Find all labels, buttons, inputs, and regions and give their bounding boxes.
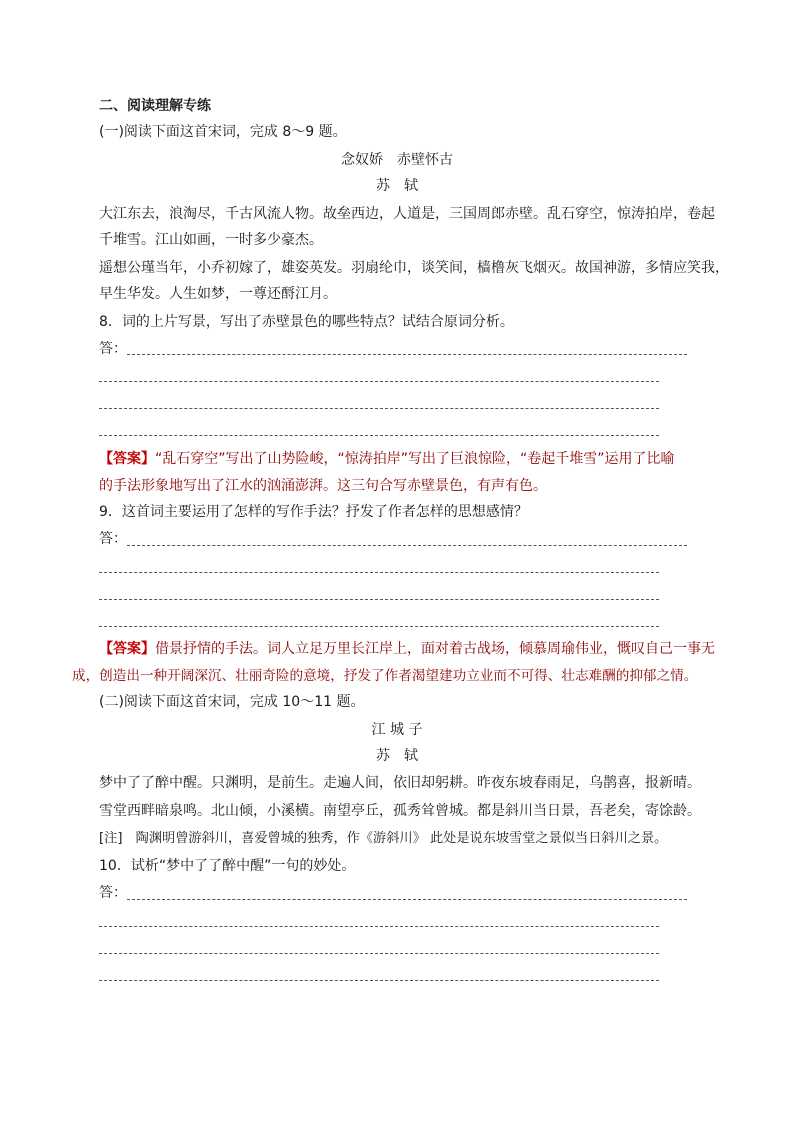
answer-line-9-4[interactable] — [99, 626, 659, 627]
answer-line-10-1[interactable] — [127, 899, 687, 900]
answer-9-text-1: 借景抒情的手法。词人立足万里长江岸上，面对着古战场，倾慕周瑜伟业，慨叹自己一事无 — [155, 641, 715, 657]
poem2-line-2: 雪堂西畔暗泉鸣。北山倾，小溪横。南望亭丘，孤秀耸曾城。都是斜川当日景，吾老矣，寄馀龄。 — [99, 803, 701, 819]
answer-line-8-4[interactable] — [99, 435, 659, 436]
poem2-note: [注] 陶渊明曾游斜川，喜爱曾城的独秀，作《游斜川》 此处是说东坡雪堂之景似当日斜川之景。 — [99, 831, 668, 846]
part2-intro: (二)阅读下面这首宋词，完成 10～11 题。 — [99, 694, 365, 710]
answer-8-line-2: 的手法形象地写出了江水的汹涌澎湃。这三句合写赤壁景色，有声有色。 — [99, 478, 547, 494]
section-title: 二、阅读理解专练 — [99, 98, 211, 114]
answer-label-10: 答： — [99, 885, 127, 901]
answer-8-line-1 — [99, 449, 675, 469]
question-9: 9．这首词主要运用了怎样的写作手法？抒发了作者怎样的思想感情？ — [99, 504, 528, 520]
poem1-line-4: 早生华发。人生如梦，一尊还酹江月。 — [99, 286, 337, 302]
answer-line-10-2[interactable] — [99, 926, 659, 927]
poem1-line-2: 千堆雪。江山如画，一时多少豪杰。 — [99, 232, 323, 248]
answer-tag-9: 【答案】 — [99, 641, 155, 657]
answer-line-8-3[interactable] — [99, 408, 659, 409]
answer-9-line-1 — [99, 639, 715, 659]
answer-tag-8: 【答案】 — [99, 451, 155, 467]
poem1-title: 念奴娇 赤壁怀古 — [341, 152, 453, 168]
answer-label-8: 答： — [99, 341, 127, 357]
answer-label-9: 答： — [99, 531, 127, 547]
poem2-author: 苏 轼 — [376, 748, 418, 764]
poem2-title: 江 城 子 — [371, 722, 423, 738]
answer-8-text-1: “乱石穿空”写出了山势险峻，“惊涛拍岸”写出了巨浪惊险，“卷起千堆雪”运用了比喻 — [155, 451, 675, 467]
answer-line-8-2[interactable] — [99, 381, 659, 382]
answer-line-9-2[interactable] — [99, 572, 659, 573]
answer-line-9-3[interactable] — [99, 599, 659, 600]
answer-line-10-4[interactable] — [99, 980, 659, 981]
answer-line-9-1[interactable] — [127, 545, 687, 546]
part1-intro: (一)阅读下面这首宋词，完成 8～9 题。 — [99, 124, 347, 140]
poem2-line-1: 梦中了了醉中醒。只渊明，是前生。走遍人间，依旧却躬耕。昨夜东坡春雨足，乌鹊喜，报新晴。 — [99, 775, 701, 791]
poem1-line-3: 遥想公瑾当年，小乔初嫁了，雄姿英发。羽扇纶巾，谈笑间，樯橹灰飞烟灭。故国神游，多情应笑我， — [99, 260, 729, 276]
question-8: 8．词的上片写景，写出了赤壁景色的哪些特点？试结合原词分析。 — [99, 314, 514, 330]
answer-line-8-1[interactable] — [127, 354, 687, 355]
question-10: 10．试析“梦中了了醉中醒”一句的妙处。 — [99, 858, 356, 874]
answer-9-line-2: 成，创造出一种开阔深沉、壮丽奇险的意境，抒发了作者渴望建功立业而不可得、壮志难酬的抑郁之情。 — [72, 668, 698, 684]
poem1-line-1: 大江东去，浪淘尽，千古风流人物。故垒西边，人道是，三国周郎赤壁。乱石穿空，惊涛拍岸，卷起 — [99, 206, 715, 222]
poem1-author: 苏 轼 — [376, 178, 418, 194]
answer-line-10-3[interactable] — [99, 953, 659, 954]
